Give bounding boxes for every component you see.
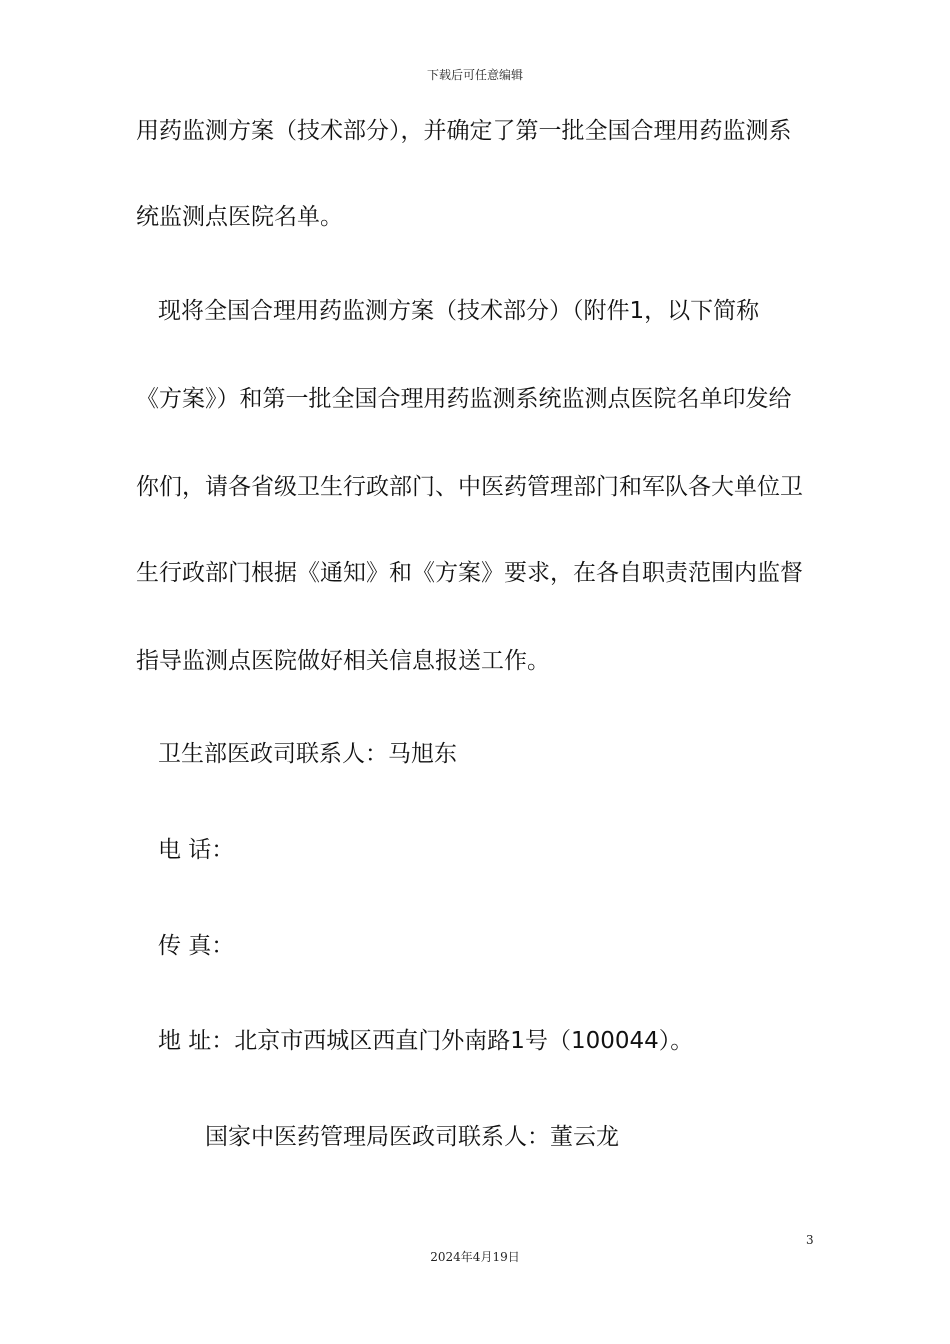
fax-line: 传 真： <box>158 933 235 959</box>
body-line-5: 你们，请各省级卫生行政部门、中医药管理部门和军队各大单位卫 <box>136 474 803 500</box>
body-line-3: 现将全国合理用药监测方案（技术部分）（附件1，以下简称 <box>158 298 760 324</box>
page-footer-date: 2024年4月19日 <box>430 1250 520 1264</box>
contact-line-tcm-bureau: 国家中医药管理局医政司联系人：董云龙 <box>205 1124 619 1150</box>
page-number: 3 <box>806 1233 814 1247</box>
phone-line: 电 话： <box>158 837 235 863</box>
page-header-note: 下载后可任意编辑 <box>426 68 523 82</box>
address-line: 地 址：北京市西城区西直门外南路1号（100044）。 <box>158 1028 694 1054</box>
body-line-4: 《方案》）和第一批全国合理用药监测系统监测点医院名单印发给 <box>136 386 792 412</box>
contact-line-ministry: 卫生部医政司联系人：马旭东 <box>158 741 457 767</box>
body-line-1: 用药监测方案（技术部分），并确定了第一批全国合理用药监测系 <box>136 118 792 144</box>
body-line-2: 统监测点医院名单。 <box>136 204 343 230</box>
body-line-6: 生行政部门根据《通知》和《方案》要求，在各自职责范围内监督 <box>136 560 803 586</box>
body-line-7: 指导监测点医院做好相关信息报送工作。 <box>136 648 550 674</box>
